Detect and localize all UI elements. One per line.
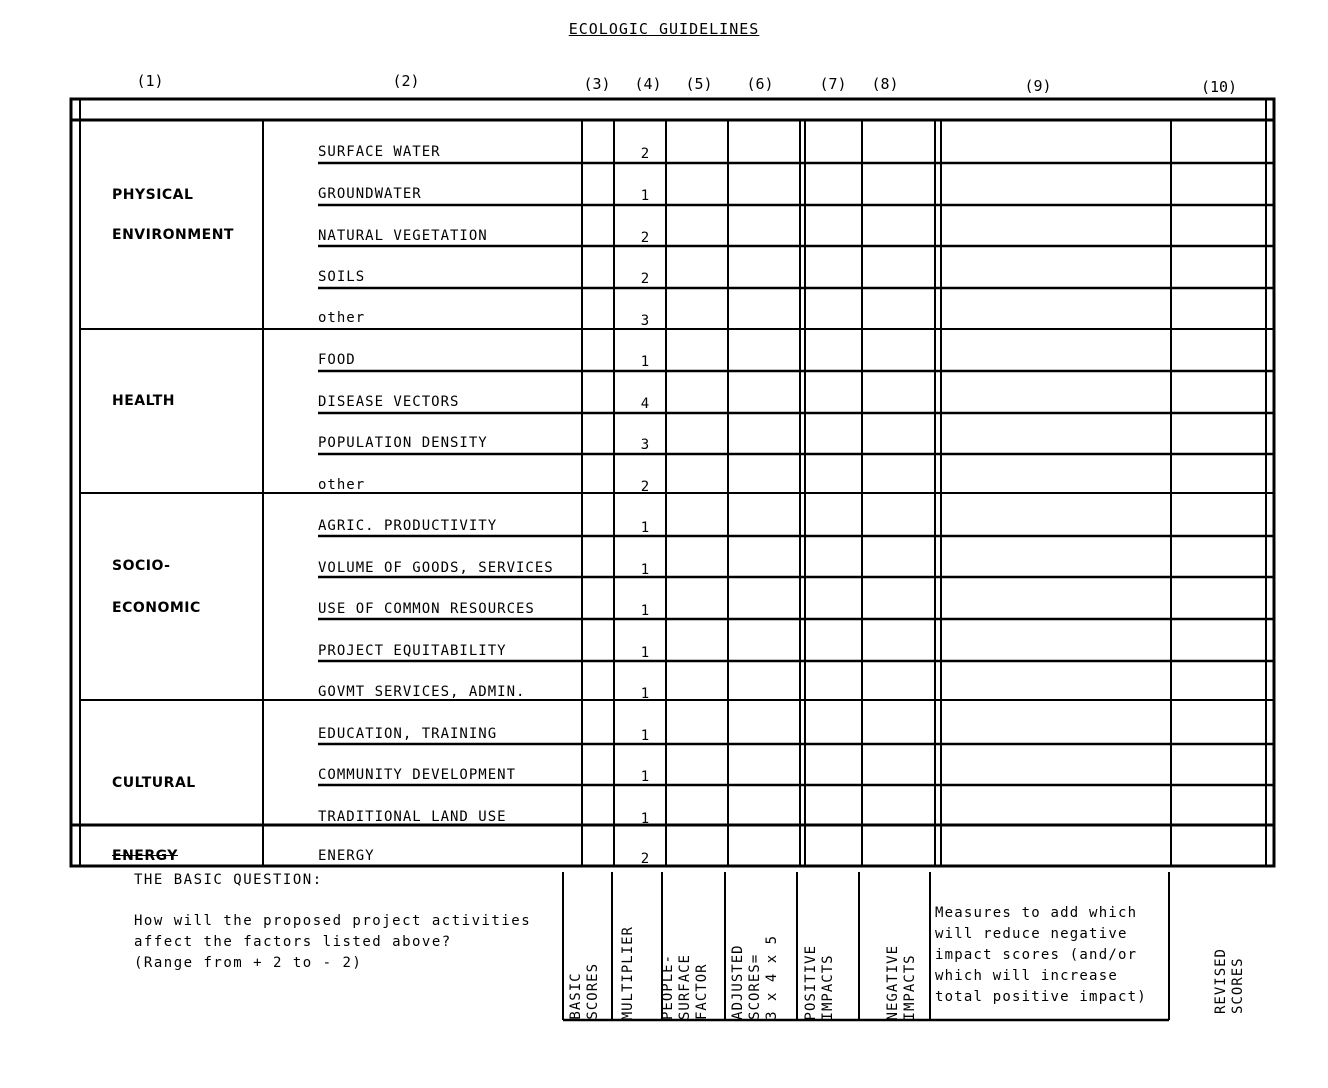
multiplier-value: 1 [640, 728, 650, 744]
category-physical-environment-line1: PHYSICAL [112, 187, 194, 203]
multiplier-value: 4 [640, 396, 650, 412]
factor-label: SOILS [318, 269, 366, 285]
multiplier-value: 2 [640, 146, 650, 162]
multiplier-value: 1 [640, 686, 650, 702]
basic-question-line-2: affect the factors listed above? [134, 934, 452, 950]
multiplier-value: 1 [640, 811, 650, 827]
header-people-surface-factor: PEOPLE- SURFACE FACTOR [660, 953, 710, 1020]
multiplier-value: 1 [640, 188, 650, 204]
category-health: HEALTH [112, 393, 175, 409]
factor-label: ENERGY [318, 848, 375, 864]
basic-question-line-1: How will the proposed project activities [134, 913, 532, 929]
multiplier-value: 1 [640, 603, 650, 619]
header-basic-scores: BASIC SCORES [568, 963, 601, 1020]
factor-label: PROJECT EQUITABILITY [318, 643, 507, 659]
multiplier-value: 1 [640, 562, 650, 578]
factor-label: SURFACE WATER [318, 144, 441, 160]
column-number-5: (5) [685, 75, 713, 93]
factor-label: GROUNDWATER [318, 186, 422, 202]
multiplier-value: 2 [640, 230, 650, 246]
factor-label: VOLUME OF GOODS, SERVICES [318, 560, 554, 576]
factor-label: other [318, 310, 366, 326]
category-cultural: CULTURAL [112, 775, 196, 791]
multiplier-value: 3 [640, 313, 650, 329]
header-measures: Measures to add which will reduce negative impact scores (and/or which will increase total positive impact) [935, 905, 1147, 1005]
factor-label: FOOD [318, 352, 356, 368]
header-positive-impacts: POSITIVE IMPACTS [803, 944, 836, 1020]
factor-label: AGRIC. PRODUCTIVITY [318, 518, 498, 534]
category-energy: ENERGY [112, 848, 178, 864]
column-number-6: (6) [746, 75, 774, 93]
column-number-4: (4) [634, 75, 662, 93]
factor-label: GOVMT SERVICES, ADMIN. [318, 684, 526, 700]
column-number-8: (8) [871, 75, 899, 93]
header-revised-scores: REVISED SCORES [1213, 947, 1246, 1014]
multiplier-value: 1 [640, 520, 650, 536]
factor-label: TRADITIONAL LAND USE [318, 809, 507, 825]
factor-label: other [318, 477, 366, 493]
multiplier-value: 2 [640, 851, 650, 867]
factor-label: COMMUNITY DEVELOPMENT [318, 767, 517, 783]
factor-label: DISEASE VECTORS [318, 394, 460, 410]
basic-question-line-3: (Range from + 2 to - 2) [134, 955, 363, 971]
multiplier-value: 1 [640, 354, 650, 370]
column-number-2: (2) [392, 72, 420, 90]
header-multiplier: MULTIPLIER [620, 925, 636, 1020]
category-socio-economic-line2: ECONOMIC [112, 600, 201, 616]
category-physical-environment-line2: ENVIRONMENT [112, 227, 234, 243]
column-number-10: (10) [1200, 78, 1238, 96]
multiplier-value: 1 [640, 645, 650, 661]
factor-label: EDUCATION, TRAINING [318, 726, 498, 742]
column-number-3: (3) [583, 75, 611, 93]
header-adjusted-scores: ADJUSTED SCORES= 3 x 4 x 5 [730, 935, 780, 1020]
basic-question-heading: THE BASIC QUESTION: [134, 872, 323, 888]
multiplier-value: 3 [640, 437, 650, 453]
column-number-1: (1) [136, 72, 164, 90]
page-title: ECOLOGIC GUIDELINES [568, 20, 760, 38]
header-negative-impacts: NEGATIVE IMPACTS [885, 944, 918, 1020]
factor-label: NATURAL VEGETATION [318, 228, 488, 244]
column-number-7: (7) [819, 75, 847, 93]
multiplier-value: 1 [640, 769, 650, 785]
column-number-9: (9) [1024, 77, 1052, 95]
multiplier-value: 2 [640, 479, 650, 495]
category-socio-economic-line1: SOCIO- [112, 558, 171, 574]
factor-label: POPULATION DENSITY [318, 435, 488, 451]
factor-label: USE OF COMMON RESOURCES [318, 601, 535, 617]
multiplier-value: 2 [640, 271, 650, 287]
